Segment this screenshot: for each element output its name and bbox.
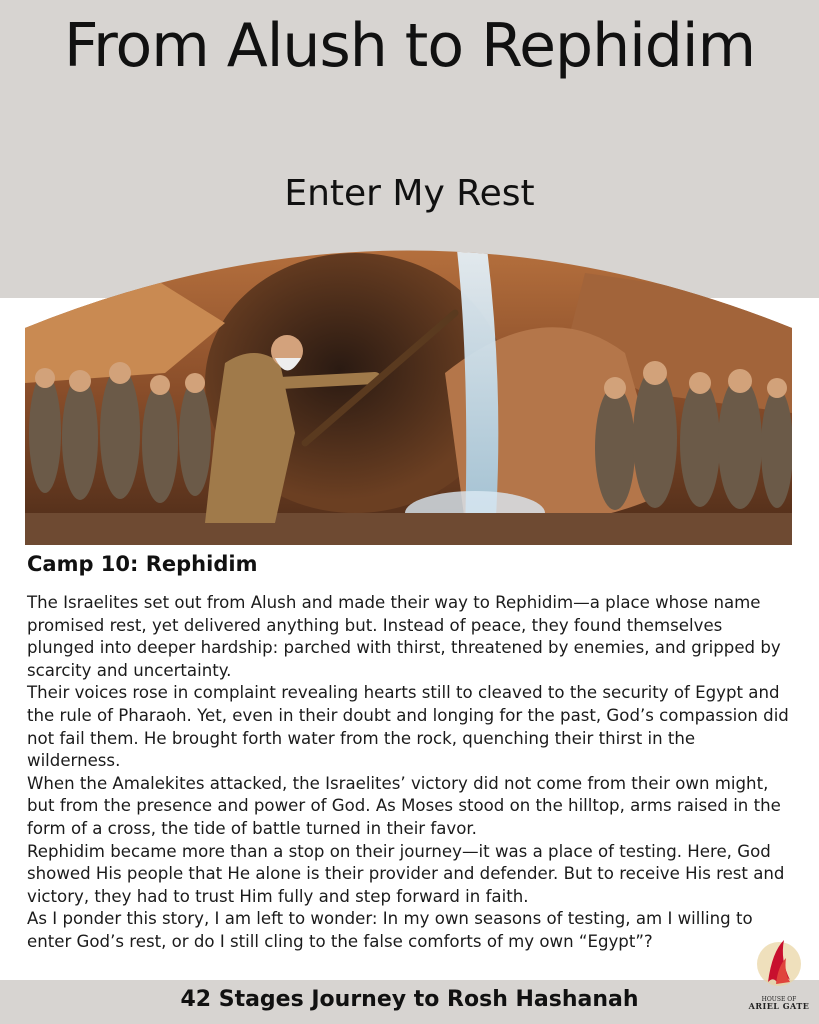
paragraph: Rephidim became more than a stop on their journey—it was a place of testing. Here, God showed His people that He alone is their provider and defender. But to receive His rest and victory, they had to trust Him fully and step forward in faith. (27, 841, 785, 906)
page-title (0, 12, 819, 80)
body-text (27, 592, 792, 954)
page-title-text: From Alush to Rephidim (63, 11, 756, 81)
logo-line-1: HOUSE OF (761, 996, 797, 1003)
logo-line-2: ARIEL GATE (748, 1001, 810, 1011)
page-subtitle: Enter My Rest (284, 173, 535, 214)
paragraph: The Israelites set out from Alush and made their way to Rephidim—a place whose name promised rest, yet delivered anything but. Instead of peace, they found themselves plunged into deeper hardship: parched with thirst, threatened by enemies, and gripped by scarcity and uncertainty. (27, 593, 781, 680)
section-heading: Camp 10: Rephidim (27, 552, 258, 576)
paragraph: As I ponder this story, I am left to wonder: In my own seasons of testing, am I willing to enter God’s rest, or do I still cling to the false comforts of my own “Egypt”? (27, 909, 753, 951)
logo-caption (744, 996, 814, 1010)
moses-striking-rock-illustration (25, 233, 792, 545)
paragraph: Their voices rose in complaint revealing hearts still to cleaved to the security of Egypt and the rule of Pharaoh. Yet, even in their doubt and longing for the past, God’s compassion did not fail them. He brought forth water from the rock, quenching their thirst in the wilderness. (27, 683, 789, 771)
footer-title: 42 Stages Journey to Rosh Hashanah (180, 987, 639, 1012)
paragraph: When the Amalekites attacked, the Israelites’ victory did not come from their own might, but from the presence and power of God. As Moses stood on the hilltop, arms raised in the form of a cross, the tide of battle turned in their favor. (27, 773, 781, 838)
